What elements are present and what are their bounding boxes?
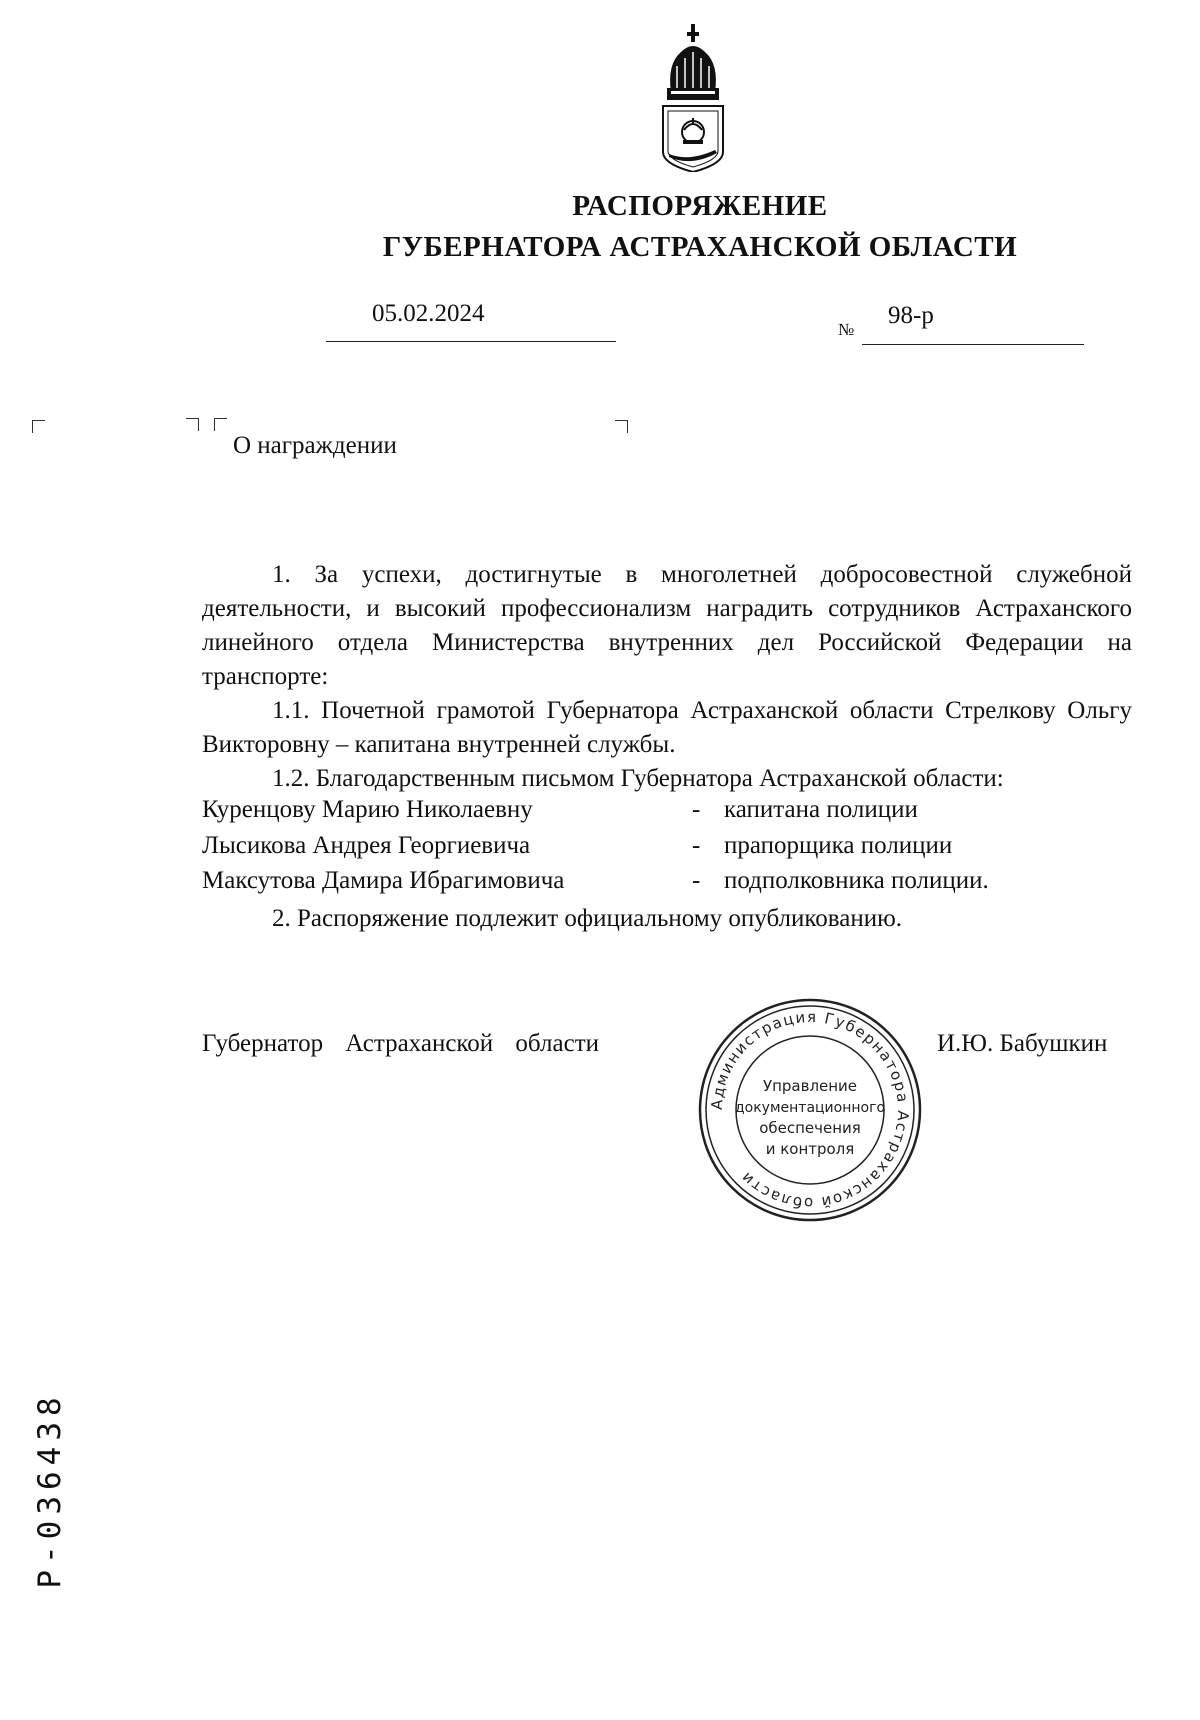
paragraph-1-1: 1.1. Почетной грамотой Губернатора Астраханской области Стрелкову Ольгу Викторовну – капитана внутренней службы. [202, 697, 1132, 758]
registration-number [20, 1370, 80, 1610]
document-subject: О награждении [233, 432, 397, 459]
awardee-row [202, 867, 989, 895]
corner-mark-subject-open-b [214, 418, 227, 431]
date-underline [326, 341, 616, 342]
awardee-rank: капитана полиции [724, 796, 918, 823]
document-title-issuer: ГУБЕРНАТОРА АСТРАХАНСКОЙ ОБЛАСТИ [382, 231, 1018, 263]
document-date: 05.02.2024 [372, 300, 485, 327]
corner-mark-subject-open-a [186, 418, 199, 431]
document-title: РАСПОРЯЖЕНИЕ [572, 190, 828, 222]
stamp-center-line: Управление [762, 1077, 858, 1095]
awardee-dash: - [692, 796, 701, 823]
awardee-name: Максутова Дамира Ибрагимовича [202, 867, 565, 894]
number-sign: № [838, 320, 855, 339]
stamp-center-line: и контроля [765, 1140, 855, 1158]
registration-number-text: Р-036438 [32, 1391, 68, 1589]
corner-mark-left [32, 420, 45, 433]
paragraph-1-2: 1.2. Благодарственным письмом Губернатора Астраханской области: [272, 765, 1004, 792]
stamp-ring-text: Администрация Губернатора Астраханской области [707, 1007, 913, 1213]
awardee-rank: прапорщика полиции [724, 832, 953, 859]
signer-position: Губернатор Астраханской области [202, 1030, 600, 1057]
awardee-row [202, 832, 953, 860]
awardee-name: Лысикова Андрея Георгиевича [202, 832, 531, 859]
awardee-dash: - [692, 832, 701, 859]
document-number: 98-р [888, 302, 934, 329]
number-underline [862, 344, 1084, 345]
stamp-center-line: документационного [734, 1100, 886, 1116]
stamp-center-line: обеспечения [759, 1119, 861, 1137]
paragraph-1: 1. За успехи, достигнутые в многолетней добросовестной служебной деятельности, и высокий профессионализм наградить сотрудников Астраханского линейного отдела Министерства внутренних дел Российской Федерации на транспорте: [202, 561, 1132, 690]
awardee-rank: подполковника полиции. [724, 867, 989, 894]
awardee-dash: - [692, 867, 701, 894]
awardee-name: Куренцову Марию Николаевну [202, 796, 533, 823]
awardee-row [202, 796, 918, 824]
signer-name: И.Ю. Бабушкин [937, 1030, 1108, 1057]
official-stamp [695, 995, 925, 1225]
coat-of-arms-emblem [653, 22, 733, 172]
paragraph-2: 2. Распоряжение подлежит официальному опубликованию. [272, 905, 903, 932]
corner-mark-subject-close [615, 420, 628, 433]
